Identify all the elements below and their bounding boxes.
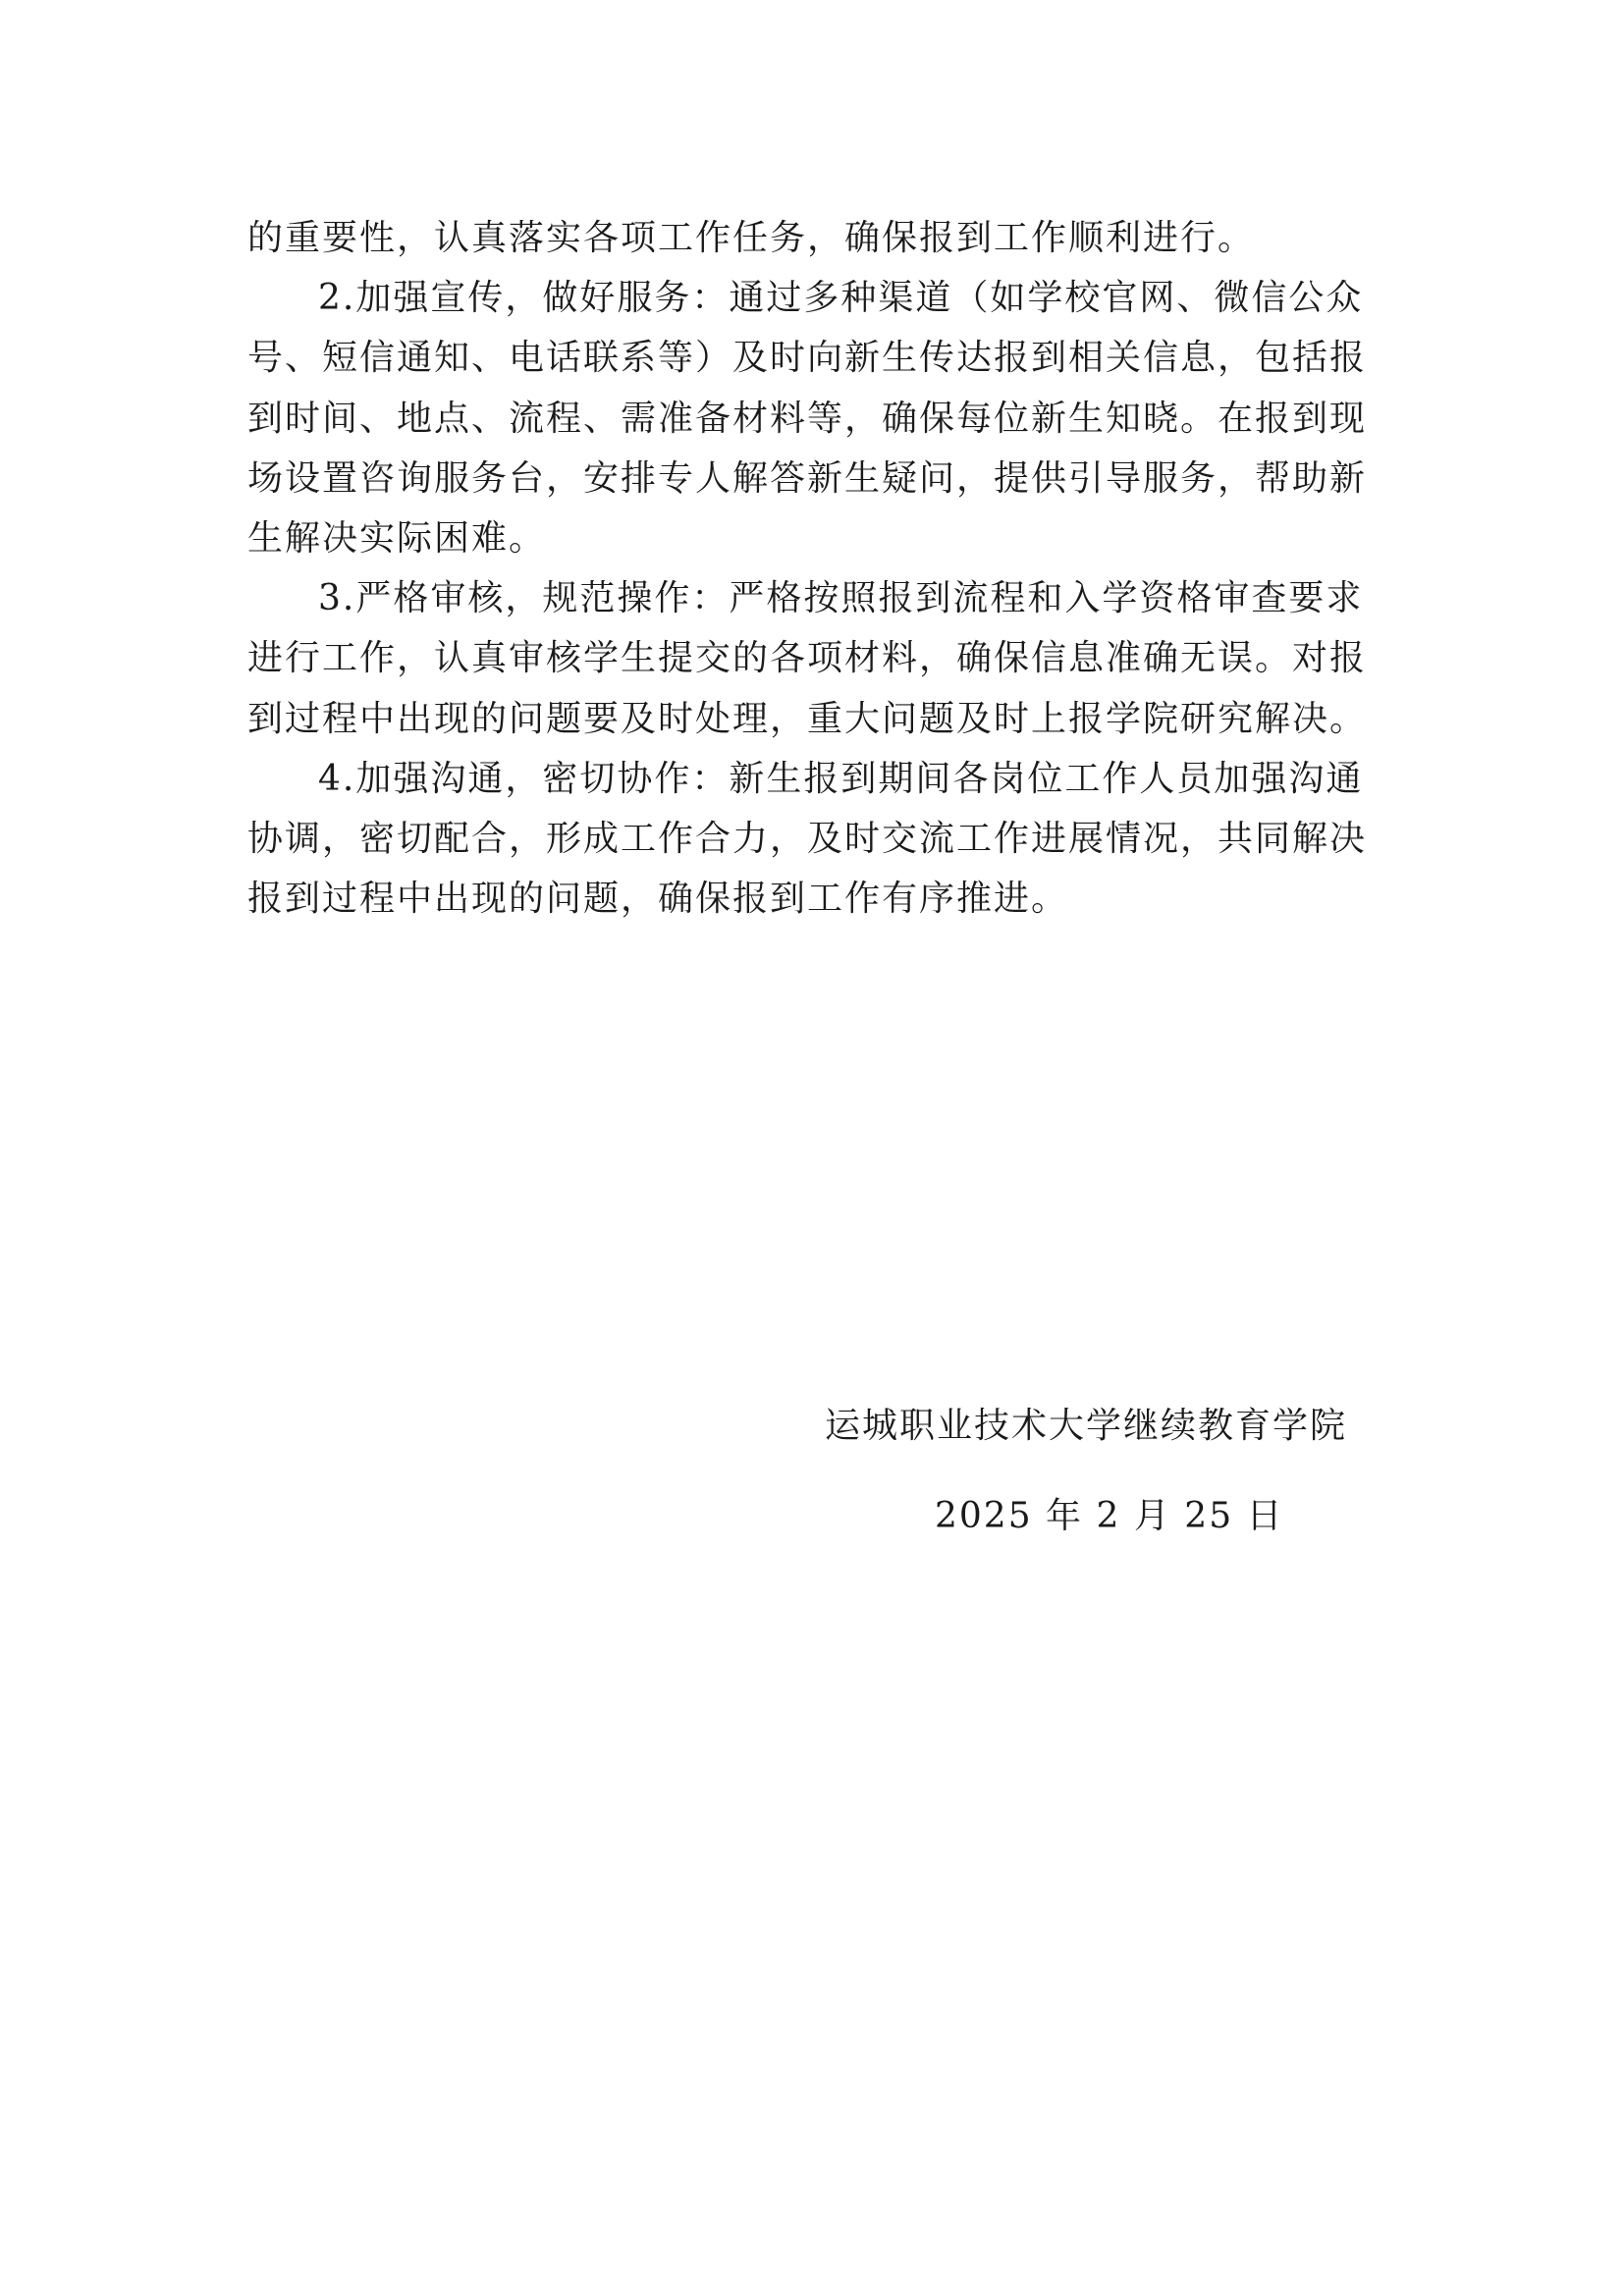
signature-date: 2025 年 2 月 25 日 xyxy=(935,1496,1284,1536)
paragraph-line: 进行工作，认真审核学生提交的各项材料，确保信息准确无误。对报 xyxy=(247,638,1368,679)
paragraph-line: 报到过程中出现的问题，确保报到工作有序推进。 xyxy=(247,879,1069,920)
paragraph-line: 2.加强宣传，做好服务：通过多种渠道（如学校官网、微信公众 xyxy=(318,278,1364,319)
document-body xyxy=(247,208,1379,929)
paragraph-line: 协调，密切配合，形成工作合力，及时交流工作进展情况，共同解决 xyxy=(247,818,1368,859)
paragraph-line: 到过程中出现的问题要及时处理，重大问题及时上报学院研究解决。 xyxy=(247,698,1368,739)
paragraph-line: 4.加强沟通，密切协作：新生报到期间各岗位工作人员加强沟通 xyxy=(318,758,1364,799)
paragraph-line: 的重要性，认真落实各项工作任务，确保报到工作顺利进行。 xyxy=(247,218,1256,258)
signature-organization: 运城职业技术大学继续教育学院 xyxy=(825,1406,1348,1446)
paragraph-line: 到时间、地点、流程、需准备材料等，确保每位新生知晓。在报到现 xyxy=(247,398,1368,439)
paragraph-line: 号、短信通知、电话联系等）及时向新生传达报到相关信息，包括报 xyxy=(247,338,1368,379)
paragraph-line: 场设置咨询服务台，安排专人解答新生疑问，提供引导服务，帮助新 xyxy=(247,457,1368,499)
signature-block xyxy=(825,1402,1375,1541)
paragraph-line: 生解决实际困难。 xyxy=(247,517,547,559)
paragraph-line: 3.严格审核，规范操作：严格按照报到流程和入学资格审查要求 xyxy=(318,578,1364,619)
